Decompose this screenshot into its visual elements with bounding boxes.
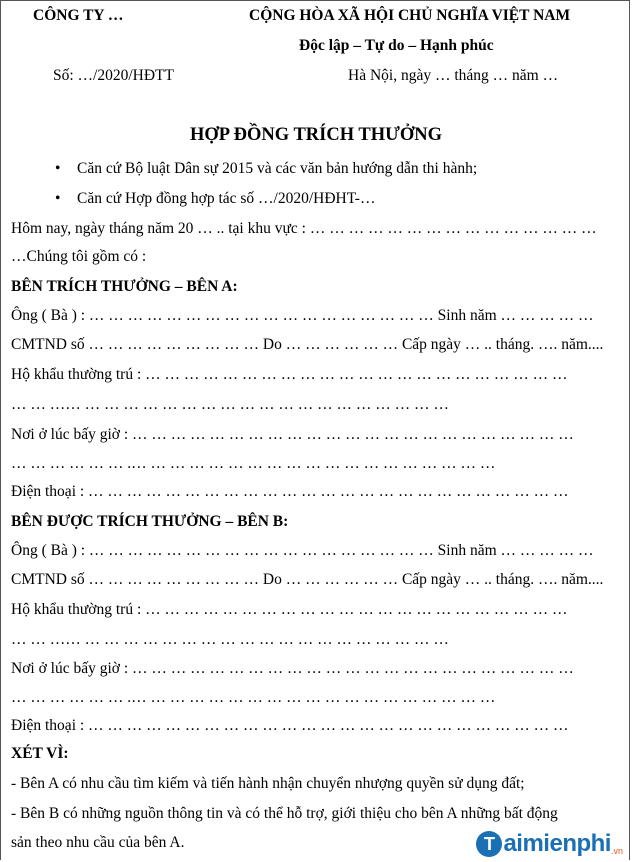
watermark-suffix: .vn	[610, 846, 623, 856]
whereas-item: - Bên A có nhu cầu tìm kiếm và tiến hành nhận chuyển nhượng quyền sử dụng đất;	[11, 775, 525, 792]
party-b-name: Ông ( Bà ) : … … … … … … … … … … … … … … … … … … Sinh năm … … … … …	[11, 542, 594, 559]
place-date: Hà Nội, ngày … tháng … năm …	[348, 67, 559, 84]
basis-item: • Căn cứ Hợp đồng hợp tác số …/2020/HĐHT-…	[55, 190, 376, 207]
party-a-residence: Nơi ở lúc bấy giờ : … … … … … … … … … … … … … … … … … … … … … … …	[11, 426, 574, 443]
bullet-icon: •	[55, 160, 61, 177]
watermark-logo	[476, 830, 623, 858]
whereas-item: sản theo nhu cầu của bên A.	[11, 834, 185, 851]
party-b-household-cont: … … …… … … … … … … … … … … … … … … … … … … …	[11, 631, 449, 648]
party-b-residence: Nơi ở lúc bấy giờ : … … … … … … … … … … … … … … … … … … … … … … …	[11, 660, 574, 677]
party-a-name: Ông ( Bà ) : … … … … … … … … … … … … … … … … … … Sinh năm … … … … …	[11, 307, 594, 324]
party-b-household: Hộ khẩu thường trú : … … … … … … … … … … … … … … … … … … … … … …	[11, 601, 568, 618]
party-a-household: Hộ khẩu thường trú : … … … … … … … … … … … … … … … … … … … … … …	[11, 366, 568, 383]
whereas-heading: XÉT VÌ:	[11, 745, 69, 762]
party-a-id: CMTND số … … … … … … … … … Do … … … … … … Cấp ngày … .. tháng. …. năm....	[11, 336, 604, 353]
party-a-household-cont: … … …… … … … … … … … … … … … … … … … … … … …	[11, 396, 449, 413]
motto: Độc lập – Tự do – Hạnh phúc	[299, 37, 494, 54]
party-b-phone: Điện thoại : … … … … … … … … … … … … … … … … … … … … … … … … …	[11, 717, 569, 734]
party-b-id: CMTND số … … … … … … … … … Do … … … … … … Cấp ngày … .. tháng. …. năm....	[11, 571, 604, 588]
company-name: CÔNG TY …	[33, 7, 124, 24]
document-title: HỢP ĐỒNG TRÍCH THƯỞNG	[189, 125, 442, 145]
intro-line: …Chúng tôi gồm có :	[11, 248, 147, 265]
nation-title: CỘNG HÒA XÃ HỘI CHỦ NGHĨA VIỆT NAM	[249, 7, 571, 24]
party-b-residence-cont: … … … … … … .… … … … … … … … … … … … … … … … … … …	[11, 689, 496, 706]
whereas-item: - Bên B có những nguồn thông tin và có thể hỗ trợ, giới thiệu cho bên A những bất động	[11, 805, 558, 822]
logo-mark-icon: T	[476, 831, 502, 857]
party-a-residence-cont: … … … … … … .… … … … … … … … … … … … … … … … … … …	[11, 455, 496, 472]
party-a-heading: BÊN TRÍCH THƯỞNG – BÊN A:	[11, 278, 238, 295]
party-b-heading: BÊN ĐƯỢC TRÍCH THƯỞNG – BÊN B:	[11, 513, 289, 530]
intro-line: Hôm nay, ngày tháng năm 20 … .. tại khu vực : … … … … … … … … … … … … … … …	[11, 220, 597, 237]
basis-item: • Căn cứ Bộ luật Dân sự 2015 và các văn bản hướng dẫn thi hành;	[55, 160, 478, 177]
bullet-icon: •	[55, 190, 61, 207]
watermark-text: aimienphi	[503, 830, 611, 857]
party-a-phone: Điện thoại : … … … … … … … … … … … … … … … … … … … … … … … … …	[11, 483, 569, 500]
document-number: Số: …/2020/HĐTT	[53, 67, 174, 84]
